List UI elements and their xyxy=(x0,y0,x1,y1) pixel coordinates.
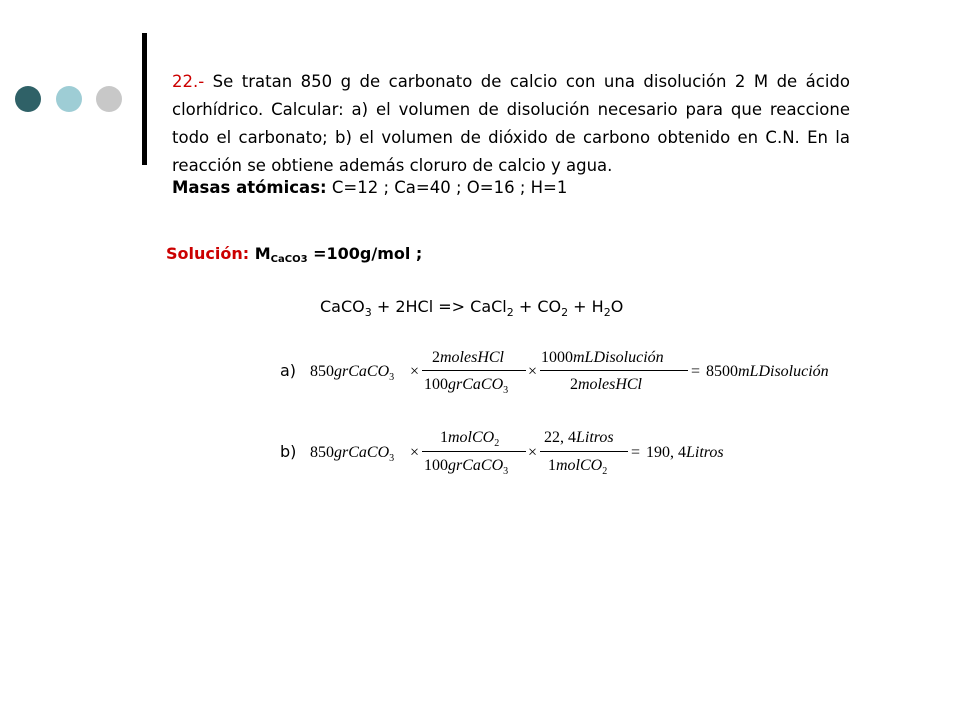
problem-statement xyxy=(172,68,850,180)
unit: grCaCO xyxy=(448,457,504,474)
problem-text: Se tratan 850 g de carbonato de calcio con una disolución 2 M de ácido clorhídrico. Calcular: a) el volumen de disolución necesario para que reaccione todo el carbonato; b) el volumen de dióxido de carbono obtenido en C.N. En la reacción se obtiene además cloruro de calcio y agua. xyxy=(172,72,850,175)
decorative-dot-gray xyxy=(96,86,122,112)
part-a-fraction1-numerator xyxy=(432,349,504,367)
molar-mass-symbol: M xyxy=(249,244,271,263)
part-b-fraction1-numerator xyxy=(440,429,499,449)
subscript: 3 xyxy=(503,466,509,477)
number: 2 xyxy=(570,376,578,393)
part-a-fraction1-denominator xyxy=(424,376,508,396)
molar-mass-value: =100g/mol ; xyxy=(307,244,423,263)
vertical-bar xyxy=(142,33,147,165)
atomic-masses-values: C=12 ; Ca=40 ; O=16 ; H=1 xyxy=(326,178,568,197)
unit: Litros xyxy=(686,444,724,461)
number: 100 xyxy=(424,457,448,474)
decorative-dot-light xyxy=(56,86,82,112)
equals-sign: = xyxy=(691,363,701,380)
number: 8500 xyxy=(706,363,738,380)
subscript: 3 xyxy=(389,453,395,464)
times-sign: × xyxy=(410,363,420,380)
solution-label: Solución: xyxy=(166,244,250,263)
reaction-subscript: 3 xyxy=(364,306,372,320)
unit: molesHCl xyxy=(578,376,642,393)
reaction-part: O xyxy=(610,297,624,316)
fraction-line xyxy=(540,451,628,452)
reaction-subscript: 2 xyxy=(506,306,514,320)
unit: grCaCO xyxy=(334,363,390,380)
part-b-label: b) xyxy=(280,442,297,461)
part-a-result xyxy=(706,363,829,381)
number: 850 xyxy=(310,363,334,380)
unit: molCO xyxy=(448,429,495,446)
reaction-part: + 2HCl => CaCl xyxy=(371,297,507,316)
problem-number: 22.- xyxy=(172,72,205,91)
atomic-masses-label: Masas atómicas: xyxy=(172,178,327,197)
unit: mLDisolución xyxy=(573,349,664,366)
fraction-line xyxy=(540,370,688,371)
unit: molesHCl xyxy=(440,349,504,366)
unit: mLDisolución xyxy=(738,363,829,380)
number: 1000 xyxy=(541,349,573,366)
part-b-start-quantity xyxy=(310,444,394,464)
part-a-start-quantity xyxy=(310,363,394,383)
chemical-reaction xyxy=(320,297,623,319)
part-a-fraction2-numerator xyxy=(541,349,664,367)
number: 100 xyxy=(424,376,448,393)
number: 190, 4 xyxy=(646,444,686,461)
number: 2 xyxy=(432,349,440,366)
reaction-part: CaCO xyxy=(320,297,365,316)
part-a-label: a) xyxy=(280,361,297,380)
times-sign: × xyxy=(528,363,538,380)
subscript: 2 xyxy=(494,438,500,449)
number: 1 xyxy=(548,457,556,474)
reaction-subscript: 2 xyxy=(561,306,569,320)
part-b-result xyxy=(646,444,724,462)
molar-mass-subscript: CaCO3 xyxy=(270,254,308,265)
subscript: 3 xyxy=(503,385,509,396)
unit: molCO xyxy=(556,457,603,474)
number: 22, 4 xyxy=(544,429,576,446)
reaction-part: + CO xyxy=(513,297,562,316)
times-sign: × xyxy=(528,444,538,461)
fraction-line xyxy=(422,451,526,452)
times-sign: × xyxy=(410,444,420,461)
number: 1 xyxy=(440,429,448,446)
subscript: 3 xyxy=(389,372,395,383)
fraction-line xyxy=(422,370,526,371)
atomic-masses xyxy=(172,174,567,202)
reaction-part: + H xyxy=(568,297,604,316)
part-b-fraction2-numerator xyxy=(544,429,614,447)
reaction-subscript: 2 xyxy=(603,306,611,320)
part-b-fraction1-denominator xyxy=(424,457,508,477)
subscript: 2 xyxy=(602,466,608,477)
decorative-dot-dark xyxy=(15,86,41,112)
part-b-fraction2-denominator xyxy=(548,457,607,477)
part-a-fraction2-denominator xyxy=(570,376,642,394)
unit: grCaCO xyxy=(334,444,390,461)
unit: grCaCO xyxy=(448,376,504,393)
solution-header xyxy=(166,244,422,265)
equals-sign: = xyxy=(631,444,641,461)
number: 850 xyxy=(310,444,334,461)
unit: Litros xyxy=(576,429,614,446)
